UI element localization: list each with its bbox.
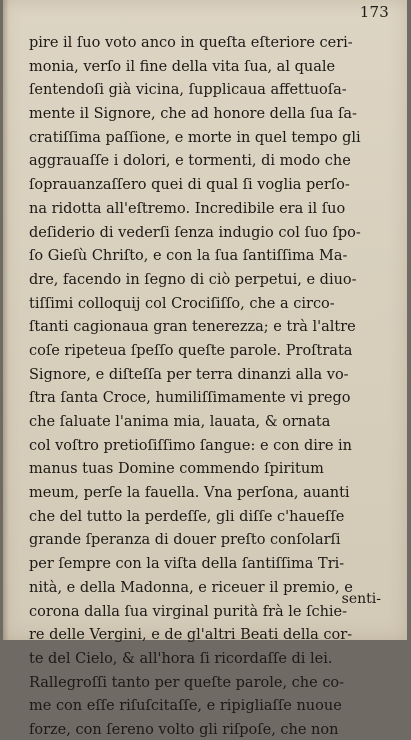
text-line-30: forze, con ſereno volto gli riſpoſe, che non [29, 721, 339, 738]
faded-signature-mark [49, 603, 77, 615]
text-line-6: aggrauaſſe i dolori, e tormenti, di modo che [29, 153, 351, 170]
book-page [3, 0, 407, 738]
text-line-21: che del tutto la perdeſſe, gli diſſe c'haueſſe [29, 508, 345, 525]
text-line-27: te del Cielo, & all'hora ſi ricordaſſe di lei. [29, 650, 333, 667]
text-line-14: coſe ripeteua ſpeſſo queſte parole. Proſtrata [29, 342, 353, 359]
text-line-26: re delle Vergini, e de gl'altri Beati della cor- [29, 627, 353, 644]
text-line-8: na ridotta all'eſtremo. Incredibile era il ſuo [29, 200, 346, 217]
text-line-11: dre, facendo in ſegno di ciò perpetui, e diuo- [29, 271, 357, 288]
text-line-17: che ſaluate l'anima mia, lauata, & ornata [29, 414, 331, 430]
main-text-block [29, 33, 391, 738]
text-line-12: tiſſimi colloquij col Crociſiſſo, che a circo- [29, 295, 335, 312]
text-line-20: meum, perſe la fauella. Vna perſona, auanti [29, 485, 350, 502]
text-line-7: ſoprauanzaſſero quei di qual ſi voglia perſo- [29, 177, 350, 194]
text-line-9: deſiderio di vederſi ſenza indugio col ſuo ſpo- [29, 224, 361, 241]
text-line-18: col voſtro pretioſiſſimo ſangue: e con dire in [29, 437, 352, 454]
text-line-13: ſtanti cagionaua gran tenerezza; e trà l'altre [29, 319, 356, 336]
catchword: senti- [341, 591, 381, 607]
text-line-1: pire il ſuo voto anco in queſta eſteriore ceri- [29, 35, 353, 51]
text-line-10: ſo Gieſù Chriſto, e con la ſua ſantiſſima Ma- [29, 248, 348, 265]
text-line-28: Rallegroſſi tanto per queſte parole, che co- [29, 674, 345, 691]
text-line-24: nità, e della Madonna, e riceuer il premio, e [29, 579, 353, 596]
text-line-29: me con eſſe riſuſcitaſſe, e ripigliaſſe nuoue [29, 698, 342, 715]
text-line-19: manus tuas Domine commendo ſpiritum [29, 461, 324, 478]
text-line-4: mente il Signore, che ad honore della ſua ſa- [29, 106, 357, 123]
text-line-15: Signore, e diſteſſa per terra dinanzi alla vo- [29, 366, 349, 383]
text-line-25: corona dalla ſua virginal purità frà le ſchie- [29, 603, 348, 620]
text-line-23: per ſempre con la viſta della ſantiſſima Tri- [29, 556, 345, 573]
text-line-3: ſentendoſi già vicina, ſupplicaua affettuoſa- [29, 82, 347, 99]
text-line-22: grande ſperanza di douer preſto conſolarſi [29, 532, 341, 549]
page-number: 173 [359, 3, 389, 21]
text-line-2: monia, verſo il fine della vita ſua, al quale [29, 58, 336, 75]
gutter-shadow [3, 0, 9, 640]
text-line-16: ſtra ſanta Croce, humiliſſimamente vi prego [29, 390, 351, 407]
text-line-5: cratiſſima paſſione, e morte in quel tempo gli [29, 129, 361, 146]
